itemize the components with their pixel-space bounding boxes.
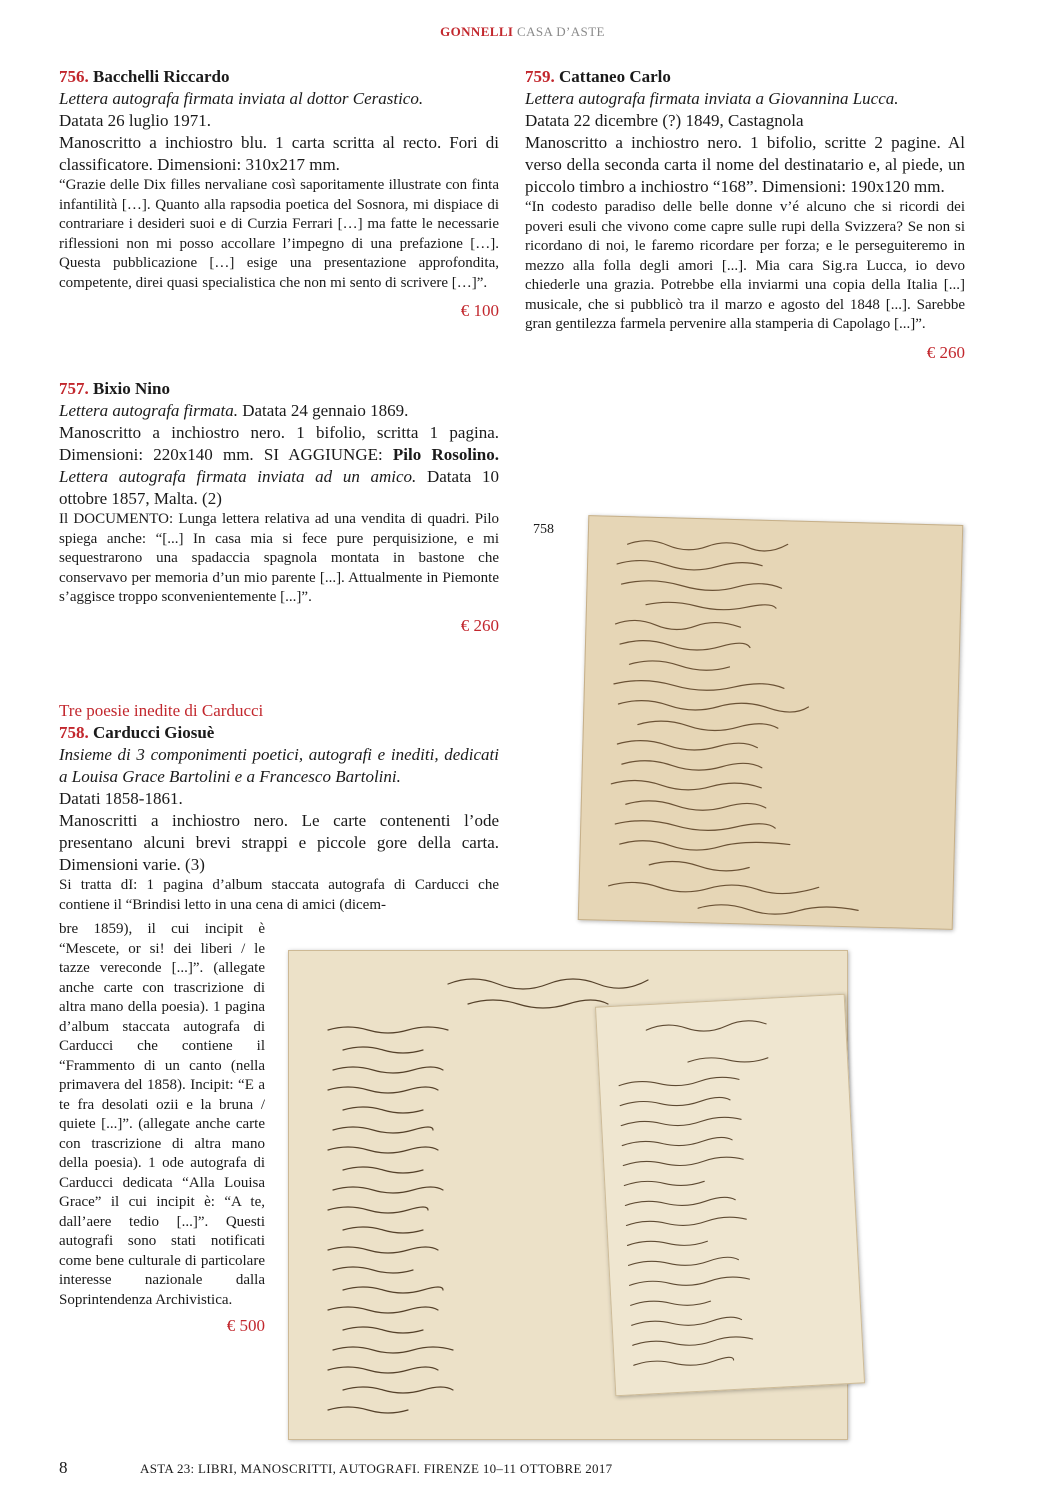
lot-756-quote: “Grazie delle Dix filles nervaliane così saporitamente illustrate con finta infantilità […]. Quanto alla rapsodia poetica del Sosnora, mi dispiace di contrariare i desideri suoi e di Curzia Ferrari […] ma fatte le necessarie riflessioni non mi posso accollare l’impegno di una prefazione […]. Questa pubblicazione […] esige una presentazione approfondita, competente, direi quasi specialistica che non mi sento di scrivere […]”. xyxy=(59,177,499,291)
page-number: 8 xyxy=(59,1458,68,1477)
lot-759-number: 759. xyxy=(525,67,555,86)
header-brand: GONNELLI xyxy=(440,24,514,39)
lot-757-extra-date: Datata 10 ottobre 1857, Malta. (2) xyxy=(59,467,500,508)
footer-auction: ASTA 23: LIBRI, MANOSCRITTI, AUTOGRAFI. FIRENZE 10–11 OTTOBRE 2017 xyxy=(140,1461,613,1476)
lot-757-date: Datata 24 gennaio 1869. xyxy=(242,401,409,420)
lot-759-author: Cattaneo Carlo xyxy=(559,67,671,86)
manuscript-ode-handwriting xyxy=(595,994,865,1397)
lot-757-title xyxy=(59,378,499,400)
lot-757-subtitle: Lettera autografa firmata. xyxy=(59,401,238,420)
lot-757-extra-author: Pilo Rosolino. xyxy=(392,445,500,464)
lot-756-title xyxy=(59,66,499,88)
lot-758-description: Manoscritti a inchiostro nero. Le carte contenenti l’ode presentano alcuni brevi strappi e piccole gore della carta. Dimensioni varie. (3) xyxy=(59,811,499,874)
lot-758-quote-b: bre 1859), il cui incipit è “Mescete, or si! dei liberi / le tazze vereconde [...]”. (allegate anche carte con trascrizione di altra mano della poesia). 1 pagina d’album staccata autografa di Carducci che contiene il “Frammento di un canto (nella primavera del 1858). Incipit: “E a te fra desolati ozii e la bruna / quiete [...]”. (allegate anche carte con trascrizione di altra mano della poesia). 1 ode autografa di Carducci dedicata “Alla Louisa Grace” il cui incipit è: “A te, dall’aere tedio [...]”. Questi autografi sono stati notificati come bene culturale di particolare interesse nazionale dalla Soprintendenza Archivistica. xyxy=(59,921,265,1308)
lot-758-price: € 500 xyxy=(226,1316,265,1335)
lot-756-author: Bacchelli Riccardo xyxy=(93,67,230,86)
lot-759-price: € 260 xyxy=(926,342,965,362)
lot-758-quote-a: Si tratta dI: 1 pagina d’album staccata autografa di Carducci che contiene il “Brindisi letto in una cena di amici (dicem- xyxy=(59,877,499,913)
lot-759-date: Datata 22 dicembre (?) 1849, Castagnola xyxy=(525,111,804,130)
lot-758-author: Carducci Giosuè xyxy=(93,723,215,742)
lot-758-narrow xyxy=(59,920,265,1336)
lot-758 xyxy=(59,700,499,915)
header-subtitle: CASA D’ASTE xyxy=(517,24,605,39)
lot-759-title xyxy=(525,66,965,88)
lot-757-subtitle-line xyxy=(59,400,499,422)
lot-756-description: Manoscritto a inchiostro blu. 1 carta scritta al recto. Fori di classificatore. Dimensioni: 310x217 mm. xyxy=(59,133,499,174)
lot-756 xyxy=(59,66,499,321)
lot-759 xyxy=(525,66,965,363)
lot-757-description xyxy=(59,422,499,510)
lot-759-description: Manoscritto a inchiostro nero. 1 bifolio, scritte 2 pagine. Al verso della seconda carta il nome del destinatario e, al piede, un piccolo timbro a inchiostro “168”. Dimensioni: 190x120 mm. xyxy=(525,133,965,196)
lot-758-title xyxy=(59,722,499,744)
lot-757-desc-text: Manoscritto a inchiostro nero. 1 bifolio, scritta 1 pagina. Dimensioni: 220x140 mm. SI AGGIUNGE: xyxy=(59,423,499,464)
lot-758-subtitle: Insieme di 3 componimenti poetici, autografi e inediti, dedicati a Louisa Grace Bartolini e a Francesco Bartolini. xyxy=(59,745,499,786)
page-header xyxy=(0,24,1045,40)
lot-756-price: € 100 xyxy=(460,301,499,320)
lot-757-quote: Il DOCUMENTO: Lunga lettera relativa ad una vendita di quadri. Pilo spiega anche: “[...] In casa mia si fece pure perquisizione, e mi sequestrarono una spadaccia spagnola montata in bastone che conservavo per memoria d’un mio parente [...]. Attualmente in Piemonte s’aggisce troppo sconvenientemente [...]”. xyxy=(59,511,499,605)
image-label-758: 758 xyxy=(533,522,554,537)
lot-757-price: € 260 xyxy=(460,615,499,635)
lot-757 xyxy=(59,378,499,636)
lot-757-number: 757. xyxy=(59,379,89,398)
lot-757-author: Bixio Nino xyxy=(93,379,170,398)
lot-757-extra-subtitle: Lettera autografa firmata inviata ad un amico. xyxy=(59,467,417,486)
lot-759-quote: “In codesto paradiso delle belle donne v’é alcuno che si ricordi dei poveri esuli che vivono come capre sulle rupi della Svizzera? Se non si ricordano di noi, le faremo ricordare per forza; e le perseguiteremo in mezzo alla folla degli amori [...]. Mia cara Sig.ra Lucca, io devo chiederle una grazia. Potrebbe ella inviarmi una copia della Italia [...] musicale, che si pubblicò tra il marzo e agosto del 1848 [...]. Sarebbe gran gentilezza farmela pervenire alla stamperia di Capolago [...]”. xyxy=(525,199,965,332)
lot-759-subtitle: Lettera autografa firmata inviata a Giovannina Lucca. xyxy=(525,89,899,108)
lot-758-number: 758. xyxy=(59,723,89,742)
lot-758-kicker: Tre poesie inedite di Carducci xyxy=(59,701,264,720)
lot-758-date: Datati 1858-1861. xyxy=(59,789,183,808)
lot-756-number: 756. xyxy=(59,67,89,86)
lot-756-date: Datata 26 luglio 1971. xyxy=(59,111,212,130)
manuscript-ode-photo xyxy=(595,994,865,1397)
manuscript-letter-photo xyxy=(578,515,963,930)
manuscript-letter-handwriting xyxy=(578,515,963,930)
lot-756-subtitle: Lettera autografa firmata inviata al dottor Cerastico. xyxy=(59,89,424,108)
